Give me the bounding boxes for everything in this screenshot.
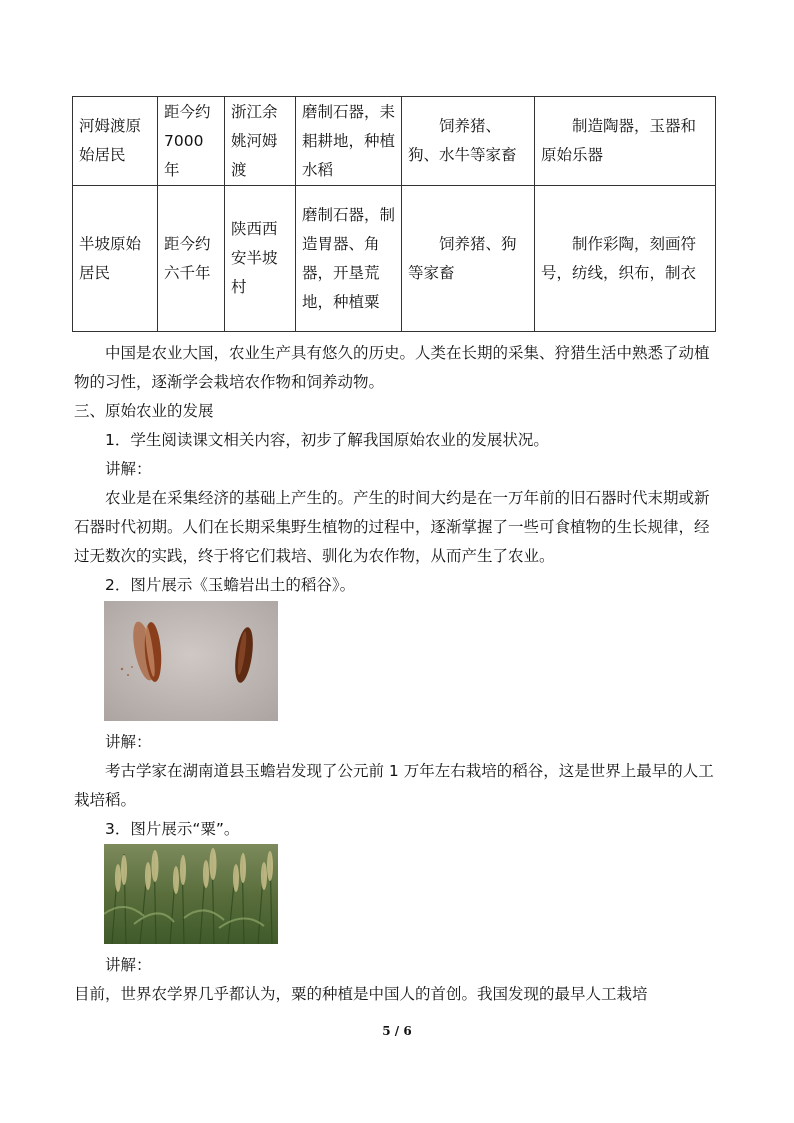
rice-grains-photo	[104, 601, 278, 721]
table-cell: 河姆渡原始居民	[73, 97, 158, 186]
explanation-label: 讲解：	[105, 733, 152, 751]
table-cell: 浙江余姚河姆渡	[225, 97, 296, 186]
ancient-residents-table	[72, 96, 716, 332]
paragraph-millet: 目前，世界农学界几乎都认为，粟的种植是中国人的首创。我国发现的最早人工栽培	[74, 985, 648, 1003]
list-item: 2．图片展示《玉蟾岩出土的稻谷》。	[105, 576, 356, 594]
explanation-label: 讲解：	[105, 460, 152, 478]
table-cell: 制造陶器，玉器和原始乐器	[535, 97, 716, 186]
explanation-label: 讲解：	[105, 956, 152, 974]
table-cell: 磨制石器，制造胃器、角器，开垦荒地，种植粟	[296, 186, 402, 332]
page-number: 5 / 6	[382, 1024, 412, 1038]
section-heading: 三、原始农业的发展	[74, 402, 214, 420]
rice-grains-image	[104, 601, 278, 721]
list-item: 3．图片展示“粟”。	[105, 820, 240, 838]
table-cell: 陕西西安半坡村	[225, 186, 296, 332]
paragraph-rice: 考古学家在湖南道县玉蟾岩发现了公元前 1 万年左右栽培的稻谷，这是世界上最早的人工栽培稻。	[74, 762, 714, 809]
table-cell: 磨制石器，耒耜耕地，种植水稻	[296, 97, 402, 186]
paragraph-origin: 农业是在采集经济的基础上产生的。产生的时间大约是在一万年前的旧石器时代末期或新石器时代初期。人们在长期采集野生植物的过程中，逐渐掌握了一些可食植物的生长规律，经过无数次的实践，终于将它们栽培、驯化为农作物，从而产生了农业。	[74, 489, 710, 565]
millet-field-image	[104, 844, 278, 944]
table-row	[73, 97, 716, 186]
paragraph-intro: 中国是农业大国，农业生产具有悠久的历史。人类在长期的采集、狩猎生活中熟悉了动植物的习性，逐渐学会栽培农作物和饲养动物。	[74, 344, 710, 391]
table-cell: 距今约六千年	[158, 186, 225, 332]
table-cell: 距今约7000年	[158, 97, 225, 186]
table-cell: 饲养猪、狗、水牛等家畜	[402, 97, 535, 186]
table-cell: 饲养猪、狗等家畜	[402, 186, 535, 332]
table-cell: 制作彩陶，刻画符号，纺线，织布，制衣	[535, 186, 716, 332]
table-row	[73, 186, 716, 332]
millet-field-photo	[104, 844, 278, 944]
table-cell: 半坡原始居民	[73, 186, 158, 332]
list-item: 1．学生阅读课文相关内容，初步了解我国原始农业的发展状况。	[105, 431, 549, 449]
